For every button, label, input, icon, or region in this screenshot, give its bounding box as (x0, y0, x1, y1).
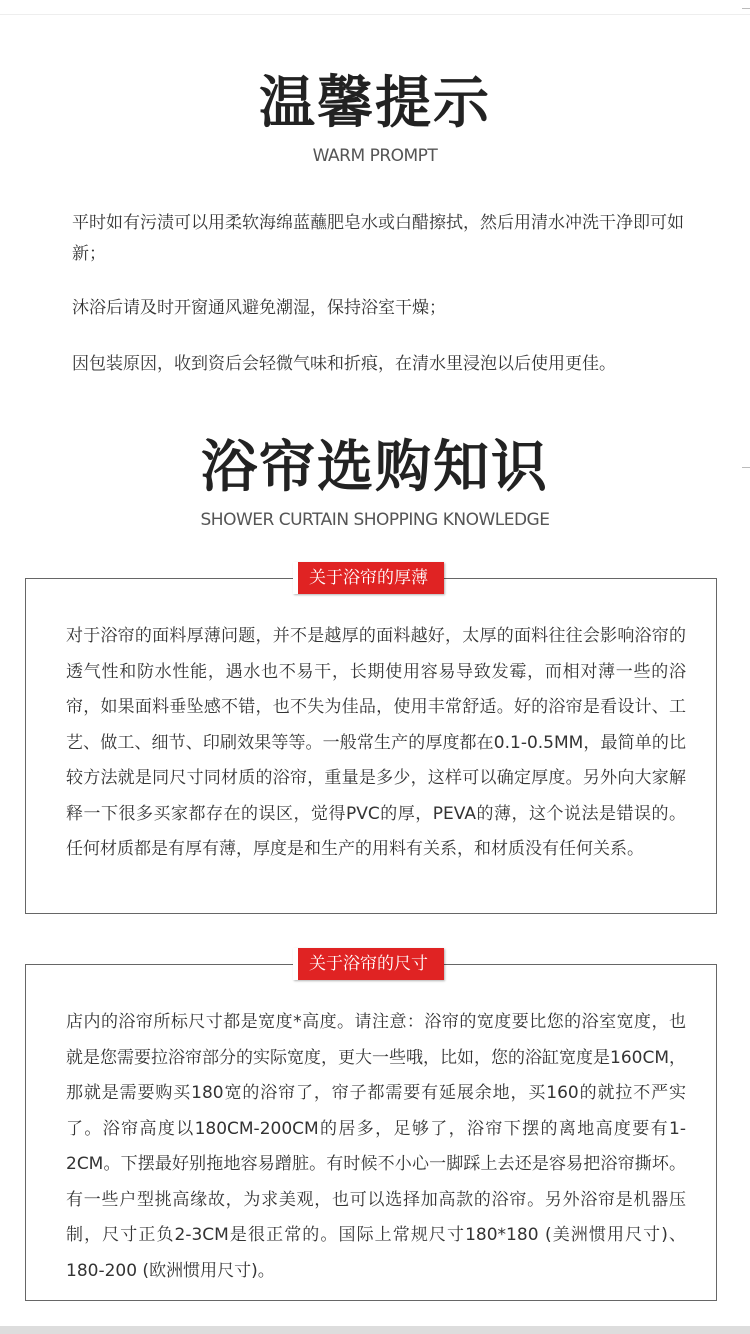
edge-mark (742, 8, 750, 9)
top-divider (0, 14, 750, 15)
size-text: 店内的浴帘所标尺寸都是宽度*高度。请注意：浴帘的宽度要比您的浴室宽度，也就是您需要拉浴帘部分的实际宽度，更大一些哦，比如，您的浴缸宽度是160CM，那就是需要购买180宽的浴帘了，帘子都需要有延展余地，买160的就拉不严实了。浴帘高度以180CM-200CM的居多，足够了，浴帘下摆的离地高度要有1-2CM。下摆最好别拖地容易蹭脏。有时候不小心一脚踩上去还是容易把浴帘撕坏。有一些户型挑高缘故，为求美观，也可以选择加高款的浴帘。另外浴帘是机器压制，尺寸正负2-3CM是很正常的。国际上常规尺寸180*180 (美洲惯用尺寸)、180-200 (欧洲惯用尺寸)。 (66, 1012, 686, 1281)
tip-packaging: 因包装原因，收到资后会轻微气味和折痕，在清水里浸泡以后使用更佳。 (72, 354, 616, 374)
knowledge-subtitle: SHOWER CURTAIN SHOPPING KNOWLEDGE (200, 510, 550, 530)
thickness-tag: 关于浴帘的厚薄 (293, 562, 444, 594)
knowledge-title: 浴帘选购知识 (201, 435, 549, 500)
warm-prompt-title: 温馨提示 (259, 71, 491, 136)
thickness-section (25, 578, 717, 914)
size-tag: 关于浴帘的尺寸 (293, 948, 444, 980)
tip-ventilation: 沐浴后请及时开窗通风避免潮湿，保持浴室干燥； (72, 298, 446, 318)
bottom-divider (0, 1326, 750, 1334)
tip-cleaning: 平时如有污渍可以用柔软海绵蓝蘸肥皂水或白醋擦拭，然后用清水冲洗干净即可如新； (72, 213, 684, 264)
thickness-text: 对于浴帘的面料厚薄问题，并不是越厚的面料越好，太厚的面料往往会影响浴帘的透气性和防水性能，遇水也不易干，长期使用容易导致发霉，而相对薄一些的浴帘，如果面料垂坠感不错，也不失为佳品，使用丰常舒适。好的浴帘是看设计、工艺、做工、细节、印刷效果等等。一般常生产的厚度都在0.1-0.5MM，最简单的比较方法就是同尺寸同材质的浴帘，重量是多少，这样可以确定厚度。另外向大家解释一下很多买家都存在的误区，觉得PVC的厚，PEVA的薄，这个说法是错误的。任何材质都是有厚有薄，厚度是和生产的用料有关系，和材质没有任何关系。 (66, 626, 686, 859)
edge-mark (742, 467, 750, 468)
size-section (25, 964, 717, 1301)
warm-prompt-subtitle: WARM PROMPT (312, 146, 438, 166)
